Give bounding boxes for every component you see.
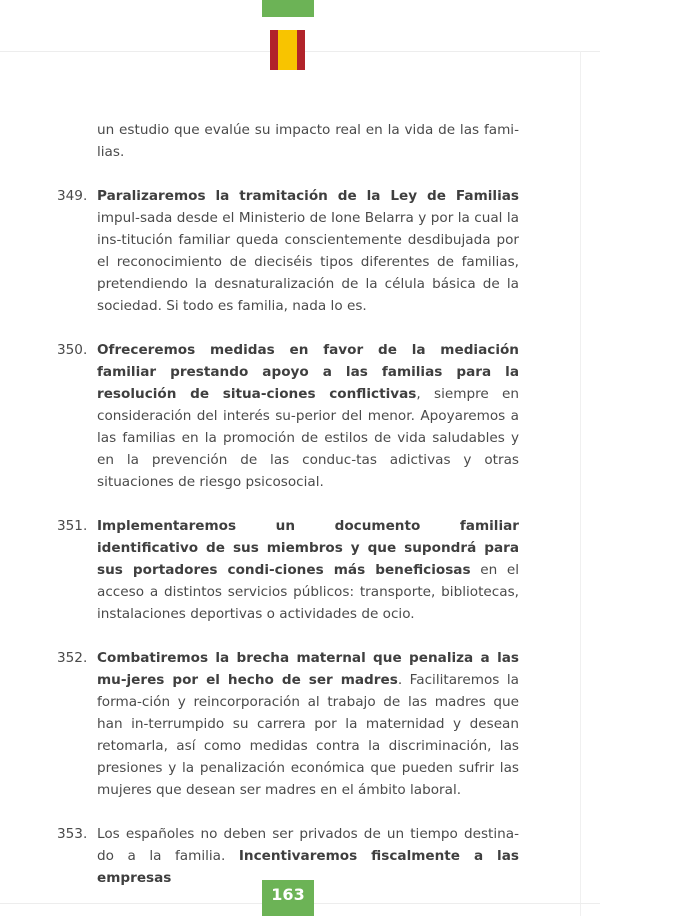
list-item-349 bbox=[57, 185, 519, 317]
flag-stripe-yellow bbox=[278, 30, 297, 70]
item-bold-text: Ofreceremos medidas en favor de la mediación familiar prestando apoyo a las familias para la resolución de situa-ciones conflictivas bbox=[97, 342, 519, 402]
item-text: en el acceso a distintos servicios públicos: transporte, bibliotecas, instalaciones deportivas o actividades de ocio. bbox=[97, 562, 519, 622]
item-text: impul-sada desde el Ministerio de Ione Belarra y por la cual la ins-titución familiar queda conscientemente desdibujada por el reconocimiento de dieciséis tipos diferentes de familias, pretendiendo la desnaturalización de la célula básica de la sociedad. Si todo es familia, nada lo es. bbox=[97, 210, 519, 314]
item-bold-text: Paralizaremos la tramitación de la Ley de Familias bbox=[97, 188, 519, 204]
continuation-text: un estudio que evalúe su impacto real en la vida de las fami-lias. bbox=[97, 122, 519, 160]
spain-flag-icon bbox=[270, 30, 305, 70]
page-number: 163 bbox=[262, 880, 314, 916]
document-body bbox=[57, 119, 519, 911]
item-number: 353. bbox=[57, 826, 88, 842]
item-number: 351. bbox=[57, 518, 88, 534]
item-text: , siempre en consideración del interés su-perior del menor. Apoyaremos a las familias en la promoción de estilos de vida saludables y en la prevención de las conduc-tas adictivas y otras situaciones de riesgo psicosocial. bbox=[97, 386, 519, 490]
item-text: . Facilitaremos la forma-ción y reincorporación al trabajo de las madres que han in-terrumpido su carrera por la maternidad y desean retomarla, así como medidas contra la discriminación, las presiones y la penalización económica que pueden sufrir las mujeres que desean ser madres en el ámbito laboral. bbox=[97, 672, 519, 798]
list-item-350 bbox=[57, 339, 519, 493]
flag-stripe-red-right bbox=[297, 30, 305, 70]
top-green-tab bbox=[262, 0, 314, 17]
item-number: 352. bbox=[57, 650, 88, 666]
item-bold-text: Incentivaremos fiscalmente a las empresas bbox=[97, 848, 519, 886]
flag-stripe-red-left bbox=[270, 30, 278, 70]
item-text: Los españoles no deben ser privados de un tiempo destina-do a la familia. bbox=[97, 826, 519, 864]
item-bold-text: Combatiremos la brecha maternal que penaliza a las mu-jeres por el hecho de ser madres bbox=[97, 650, 519, 688]
list-item-352 bbox=[57, 647, 519, 801]
item-number: 350. bbox=[57, 342, 88, 358]
side-divider bbox=[580, 51, 581, 916]
item-bold-text: Implementaremos un documento familiar identificativo de sus miembros y que supondrá para sus portadores condi-ciones más beneficiosas bbox=[97, 518, 519, 578]
item-number: 349. bbox=[57, 188, 88, 204]
continuation-paragraph bbox=[57, 119, 519, 163]
list-item-351 bbox=[57, 515, 519, 625]
